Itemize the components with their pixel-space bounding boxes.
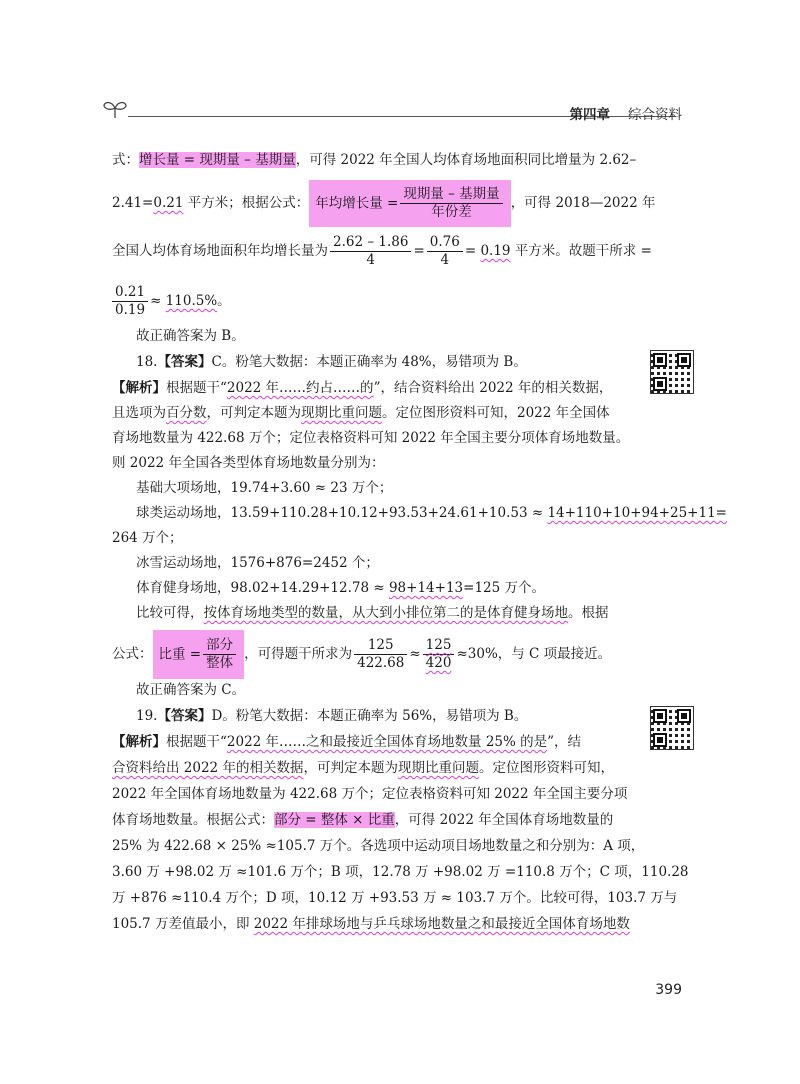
text: ≈ bbox=[409, 645, 421, 662]
text-line bbox=[112, 603, 656, 623]
text: 全国人均体育场地面积年均增长量为 bbox=[112, 243, 328, 259]
text: 。定位图形资料可知， bbox=[478, 760, 614, 776]
wavy-text: 现期比重问题 bbox=[397, 760, 479, 776]
fraction bbox=[354, 637, 407, 672]
formula-label: 比重 = bbox=[158, 646, 202, 663]
text-line: 冰雪运动场地，1576+876=2452 个； bbox=[136, 555, 379, 571]
text: 公式： bbox=[112, 645, 153, 662]
text-line bbox=[112, 810, 632, 830]
qr-code-icon[interactable] bbox=[650, 350, 694, 394]
text: D。粉笔大数据：本题正确率为 56%，易错项为 B。 bbox=[211, 708, 528, 724]
text-line: 25% 为 422.68 × 25% ≈105.7 万个。各选项中运动项目场地数量之和分别为：A 项， bbox=[112, 838, 645, 854]
denominator: 4 bbox=[366, 252, 376, 268]
text-line bbox=[112, 630, 632, 679]
chapter-label: 第四章 bbox=[569, 107, 610, 123]
fraction bbox=[203, 637, 236, 672]
formula-label: 年均增长量 = bbox=[315, 195, 399, 212]
denominator: 422.68 bbox=[357, 654, 405, 671]
text: = bbox=[464, 243, 481, 259]
text-line bbox=[112, 914, 632, 934]
text: ”，结合资料给出 2022 年的相关数据， bbox=[373, 380, 613, 396]
text-line: 育场地数量为 422.68 万个；定位表格资料可知 2022 年全国主要分项体育场地数量。 bbox=[112, 430, 630, 446]
fraction bbox=[330, 234, 411, 269]
text: ≈30%，与 C 项最接近。 bbox=[456, 645, 612, 662]
text-line bbox=[112, 232, 652, 270]
question-number: 18. bbox=[136, 354, 158, 370]
answer-tag: 【答案】 bbox=[157, 708, 212, 724]
text-line bbox=[112, 758, 632, 778]
text: ，可得 2018—2022 年 bbox=[510, 194, 656, 211]
analysis-tag: 【解析】 bbox=[112, 380, 166, 396]
answer-line: 故正确答案为 C。 bbox=[136, 682, 246, 698]
text: 式： bbox=[112, 152, 139, 168]
text: ”，结 bbox=[547, 734, 582, 750]
text-line: 基础大项场地，19.74+3.60 ≈ 23 万个； bbox=[136, 480, 393, 496]
answer-line: 故正确答案为 B。 bbox=[136, 328, 245, 344]
wavy-text: 98+14+13 bbox=[388, 580, 464, 596]
text: 根据题干“ bbox=[166, 734, 227, 750]
text: 。定位图形资料可知，2022 年全国体 bbox=[382, 405, 610, 421]
numerator: 0.76 bbox=[427, 234, 463, 252]
text: 。 bbox=[217, 293, 231, 309]
text-line: 264 万个； bbox=[112, 530, 183, 546]
text-line: 则 2022 年全国各类型体育场地数量分别为： bbox=[112, 455, 385, 471]
text: =125 万个。 bbox=[463, 580, 546, 596]
text: 2.41= bbox=[112, 194, 154, 211]
text-line bbox=[112, 378, 632, 398]
denominator: 420 bbox=[425, 654, 452, 671]
denominator: 年份差 bbox=[431, 204, 472, 220]
text-line: 3.60 万 +98.02 万 ≈101.6 万个；B 项，12.78 万 +98.02 万 =110.8 万个；C 项，110.28 bbox=[112, 864, 689, 880]
text: = bbox=[413, 243, 425, 259]
text: 。根据 bbox=[568, 605, 609, 621]
wavy-text: 14+110+10+94+25+11= bbox=[547, 505, 727, 521]
text: 根据题干“ bbox=[166, 380, 227, 396]
text: 比较可得， bbox=[136, 605, 204, 621]
text: ，可得 2022 年全国体育场地数量的 bbox=[394, 812, 614, 828]
text-line bbox=[112, 180, 656, 227]
section-label: 综合资料 bbox=[628, 107, 682, 123]
sprout-icon bbox=[100, 96, 130, 124]
qr-code-icon[interactable] bbox=[650, 706, 694, 750]
text: 105.7 万差值最小，即 bbox=[112, 916, 254, 932]
denominator: 4 bbox=[440, 252, 450, 268]
numerator: 0.21 bbox=[112, 284, 148, 302]
wavy-value: 0.19 bbox=[480, 243, 511, 259]
fraction bbox=[427, 234, 463, 269]
text-line bbox=[112, 503, 727, 523]
formula-box bbox=[309, 180, 510, 227]
text: C。粉笔大数据：本题正确率为 48%，易错项为 B。 bbox=[211, 354, 527, 370]
text-line bbox=[112, 150, 637, 170]
wavy-text: 2022 年……之和最接近全国体育场地数量 25% 的是 bbox=[226, 734, 548, 750]
text: ，可判定本题为 bbox=[303, 760, 398, 776]
wavy-text: 百分数 bbox=[166, 405, 207, 421]
text-line bbox=[112, 732, 632, 752]
wavy-text: 按体育场地类型的数量，从大到小排位第二的是体育健身场地 bbox=[203, 605, 568, 621]
text: ，可判定本题为 bbox=[206, 405, 301, 421]
question-number: 19. bbox=[136, 708, 158, 724]
text: 平方米；根据公式： bbox=[183, 194, 310, 211]
analysis-tag: 【解析】 bbox=[112, 734, 166, 750]
fraction bbox=[423, 637, 455, 672]
highlight-formula: 增长量 = 现期量 – 基期量 bbox=[139, 152, 296, 168]
text: 体育场地数量。根据公式： bbox=[112, 812, 274, 828]
highlight-formula: 部分 = 整体 × 比重 bbox=[274, 812, 395, 828]
wavy-text: 合资料给出 2022 年的相关数据 bbox=[112, 760, 304, 776]
fraction bbox=[400, 186, 502, 221]
wavy-text: 2022 年……约占……的 bbox=[226, 380, 374, 396]
text: ，可得题干所求为 bbox=[244, 645, 353, 662]
formula-box bbox=[153, 630, 245, 679]
text-line: 2022 年全国体育场地数量为 422.68 万个；定位表格资料可知 2022 年全国主要分项 bbox=[112, 786, 628, 802]
chapter-heading bbox=[570, 103, 683, 123]
page-number: 399 bbox=[655, 982, 682, 998]
answer-tag: 【答案】 bbox=[157, 354, 212, 370]
text: 平方米。故题干所求 = bbox=[510, 243, 652, 259]
denominator: 整体 bbox=[206, 655, 234, 671]
numerator: 现期量 – 基期量 bbox=[400, 186, 502, 204]
text: 球类运动场地，13.59+110.28+10.12+93.53+24.61+10.53 ≈ bbox=[136, 505, 548, 521]
numerator: 2.62 – 1.86 bbox=[330, 234, 411, 252]
fraction bbox=[112, 284, 148, 319]
numerator: 125 bbox=[423, 637, 455, 655]
text: 且选项为 bbox=[112, 405, 166, 421]
text: 体育健身场地，98.02+14.29+12.78 ≈ bbox=[136, 580, 389, 596]
wavy-text: 2022 年排球场地与乒乓球场地数量之和最接近全国体育场地数 bbox=[253, 916, 630, 932]
text: ≈ bbox=[150, 293, 166, 309]
text-line: 万 +876 ≈110.4 万个；D 项，10.12 万 +93.53 万 ≈ 103.7 万个。比较可得，103.7 万与 bbox=[112, 890, 678, 906]
answer-header-19 bbox=[112, 706, 656, 726]
denominator: 0.19 bbox=[115, 302, 146, 318]
answer-header-18 bbox=[112, 352, 656, 372]
numerator: 125 bbox=[354, 637, 407, 655]
text-line bbox=[112, 403, 632, 423]
text-line bbox=[112, 282, 632, 320]
wavy-value: 0.21 bbox=[153, 194, 184, 211]
wavy-value: 110.5% bbox=[165, 293, 218, 309]
text-line bbox=[112, 578, 656, 598]
text: ，可得 2022 年全国人均体育场地面积同比增量为 2.62– bbox=[295, 152, 637, 168]
numerator: 部分 bbox=[203, 637, 236, 655]
wavy-text: 现期比重问题 bbox=[301, 405, 382, 421]
